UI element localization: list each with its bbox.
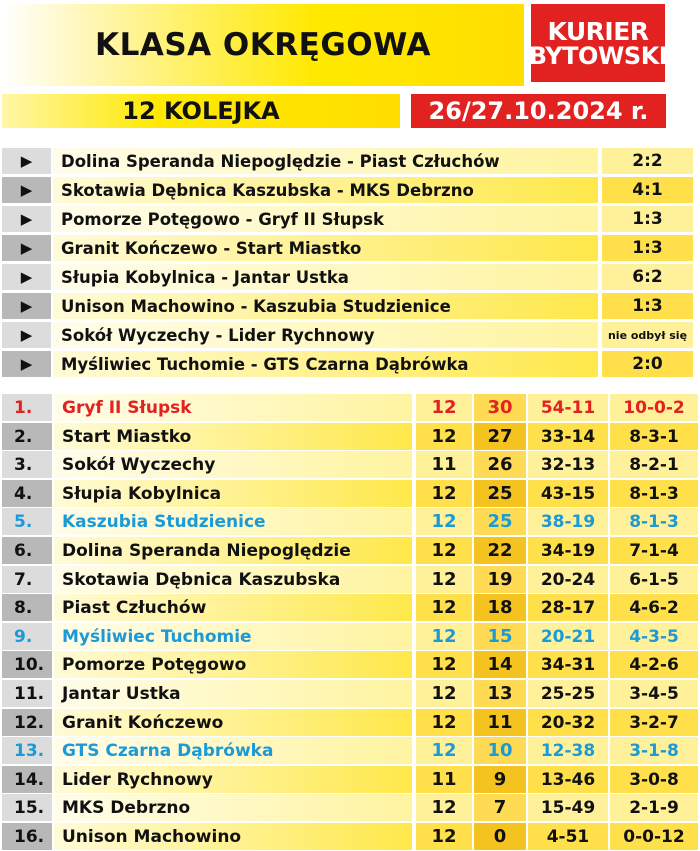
team-name: Jantar Ustka <box>54 680 412 707</box>
games-played: 12 <box>416 680 472 707</box>
goals: 38-19 <box>528 508 608 535</box>
match-row <box>2 293 698 319</box>
table-row <box>2 594 698 621</box>
win-draw-loss: 4-3-5 <box>610 623 698 650</box>
match-row <box>2 264 698 290</box>
goals: 20-21 <box>528 623 608 650</box>
table-row <box>2 537 698 564</box>
position: 16. <box>2 823 52 850</box>
games-played: 12 <box>416 737 472 764</box>
match-teams: Dolina Speranda Niepoględzie - Piast Człuchów <box>53 148 598 174</box>
points: 22 <box>474 537 526 564</box>
team-name: Słupia Kobylnica <box>54 480 412 507</box>
points: 15 <box>474 623 526 650</box>
games-played: 11 <box>416 766 472 793</box>
win-draw-loss: 8-1-3 <box>610 508 698 535</box>
match-score: 2:2 <box>602 148 693 174</box>
team-name: Kaszubia Studzienice <box>54 508 412 535</box>
games-played: 11 <box>416 451 472 478</box>
win-draw-loss: 7-1-4 <box>610 537 698 564</box>
position: 9. <box>2 623 52 650</box>
position: 2. <box>2 423 52 450</box>
goals: 13-46 <box>528 766 608 793</box>
team-name: Sokół Wyczechy <box>54 451 412 478</box>
play-arrow-icon: ▶ <box>2 322 51 348</box>
win-draw-loss: 4-6-2 <box>610 594 698 621</box>
match-row <box>2 177 698 203</box>
title-banner <box>2 4 524 86</box>
goals: 34-31 <box>528 651 608 678</box>
table-row <box>2 480 698 507</box>
team-name: Gryf II Słupsk <box>54 394 412 421</box>
goals: 4-51 <box>528 823 608 850</box>
play-arrow-icon: ▶ <box>2 264 51 290</box>
points: 25 <box>474 480 526 507</box>
match-row <box>2 351 698 377</box>
points: 0 <box>474 823 526 850</box>
logo-line-2: BYTOWSKI <box>528 41 668 70</box>
team-name: Granit Kończewo <box>54 709 412 736</box>
team-name: Pomorze Potęgowo <box>54 651 412 678</box>
match-teams: Słupia Kobylnica - Jantar Ustka <box>53 264 598 290</box>
match-row <box>2 148 698 174</box>
position: 10. <box>2 651 52 678</box>
play-arrow-icon: ▶ <box>2 351 51 377</box>
match-score: 2:0 <box>602 351 693 377</box>
logo-line-1: KURIER <box>547 16 649 46</box>
page-title: KLASA OKRĘGOWA <box>95 27 431 63</box>
games-played: 12 <box>416 480 472 507</box>
match-teams: Pomorze Potęgowo - Gryf II Słupsk <box>53 206 598 232</box>
round-label: 12 KOLEJKA <box>2 94 400 128</box>
goals: 32-13 <box>528 451 608 478</box>
points: 13 <box>474 680 526 707</box>
match-row <box>2 206 698 232</box>
table-row <box>2 709 698 736</box>
goals: 43-15 <box>528 480 608 507</box>
games-played: 12 <box>416 394 472 421</box>
points: 25 <box>474 508 526 535</box>
kurier-bytowski-logo <box>528 4 668 82</box>
table-row <box>2 623 698 650</box>
games-played: 12 <box>416 566 472 593</box>
table-row <box>2 737 698 764</box>
match-teams: Granit Kończewo - Start Miastko <box>53 235 598 261</box>
table-row <box>2 566 698 593</box>
points: 11 <box>474 709 526 736</box>
win-draw-loss: 6-1-5 <box>610 566 698 593</box>
position: 5. <box>2 508 52 535</box>
position: 8. <box>2 594 52 621</box>
win-draw-loss: 8-2-1 <box>610 451 698 478</box>
play-arrow-icon: ▶ <box>2 206 51 232</box>
match-score: 1:3 <box>602 235 693 261</box>
position: 3. <box>2 451 52 478</box>
games-played: 12 <box>416 823 472 850</box>
games-played: 12 <box>416 423 472 450</box>
games-played: 12 <box>416 537 472 564</box>
match-score: 1:3 <box>602 206 693 232</box>
win-draw-loss: 3-0-8 <box>610 766 698 793</box>
match-score: 4:1 <box>602 177 693 203</box>
games-played: 12 <box>416 651 472 678</box>
goals: 12-38 <box>528 737 608 764</box>
goals: 54-11 <box>528 394 608 421</box>
position: 1. <box>2 394 52 421</box>
play-arrow-icon: ▶ <box>2 148 51 174</box>
win-draw-loss: 2-1-9 <box>610 794 698 821</box>
points: 14 <box>474 651 526 678</box>
points: 18 <box>474 594 526 621</box>
points: 27 <box>474 423 526 450</box>
table-row <box>2 766 698 793</box>
win-draw-loss: 3-2-7 <box>610 709 698 736</box>
table-row <box>2 823 698 850</box>
match-row <box>2 322 698 348</box>
games-played: 12 <box>416 709 472 736</box>
match-teams: Sokół Wyczechy - Lider Rychnowy <box>53 322 598 348</box>
table-row <box>2 423 698 450</box>
table-row <box>2 451 698 478</box>
win-draw-loss: 3-4-5 <box>610 680 698 707</box>
position: 4. <box>2 480 52 507</box>
win-draw-loss: 10-0-2 <box>610 394 698 421</box>
team-name: Skotawia Dębnica Kaszubska <box>54 566 412 593</box>
goals: 28-17 <box>528 594 608 621</box>
games-played: 12 <box>416 623 472 650</box>
win-draw-loss: 4-2-6 <box>610 651 698 678</box>
table-row <box>2 680 698 707</box>
points: 7 <box>474 794 526 821</box>
points: 10 <box>474 737 526 764</box>
table-row <box>2 508 698 535</box>
win-draw-loss: 3-1-8 <box>610 737 698 764</box>
play-arrow-icon: ▶ <box>2 235 51 261</box>
points: 19 <box>474 566 526 593</box>
win-draw-loss: 8-3-1 <box>610 423 698 450</box>
win-draw-loss: 0-0-12 <box>610 823 698 850</box>
points: 30 <box>474 394 526 421</box>
goals: 20-24 <box>528 566 608 593</box>
games-played: 12 <box>416 508 472 535</box>
team-name: GTS Czarna Dąbrówka <box>54 737 412 764</box>
position: 15. <box>2 794 52 821</box>
match-row <box>2 235 698 261</box>
goals: 25-25 <box>528 680 608 707</box>
match-teams: Unison Machowino - Kaszubia Studzienice <box>53 293 598 319</box>
team-name: Unison Machowino <box>54 823 412 850</box>
games-played: 12 <box>416 594 472 621</box>
date-label: 26/27.10.2024 r. <box>411 94 666 128</box>
points: 26 <box>474 451 526 478</box>
points: 9 <box>474 766 526 793</box>
match-score: 6:2 <box>602 264 693 290</box>
goals: 34-19 <box>528 537 608 564</box>
table-row <box>2 394 698 421</box>
position: 7. <box>2 566 52 593</box>
team-name: Myśliwiec Tuchomie <box>54 623 412 650</box>
match-score: 1:3 <box>602 293 693 319</box>
match-score: nie odbył się <box>602 322 693 348</box>
play-arrow-icon: ▶ <box>2 177 51 203</box>
match-teams: Myśliwiec Tuchomie - GTS Czarna Dąbrówka <box>53 351 598 377</box>
win-draw-loss: 8-1-3 <box>610 480 698 507</box>
match-teams: Skotawia Dębnica Kaszubska - MKS Debrzno <box>53 177 598 203</box>
team-name: Lider Rychnowy <box>54 766 412 793</box>
position: 13. <box>2 737 52 764</box>
position: 12. <box>2 709 52 736</box>
games-played: 12 <box>416 794 472 821</box>
position: 11. <box>2 680 52 707</box>
play-arrow-icon: ▶ <box>2 293 51 319</box>
position: 14. <box>2 766 52 793</box>
team-name: MKS Debrzno <box>54 794 412 821</box>
position: 6. <box>2 537 52 564</box>
team-name: Dolina Speranda Niepoględzie <box>54 537 412 564</box>
table-row <box>2 794 698 821</box>
table-row <box>2 651 698 678</box>
goals: 15-49 <box>528 794 608 821</box>
team-name: Start Miastko <box>54 423 412 450</box>
goals: 33-14 <box>528 423 608 450</box>
team-name: Piast Człuchów <box>54 594 412 621</box>
goals: 20-32 <box>528 709 608 736</box>
